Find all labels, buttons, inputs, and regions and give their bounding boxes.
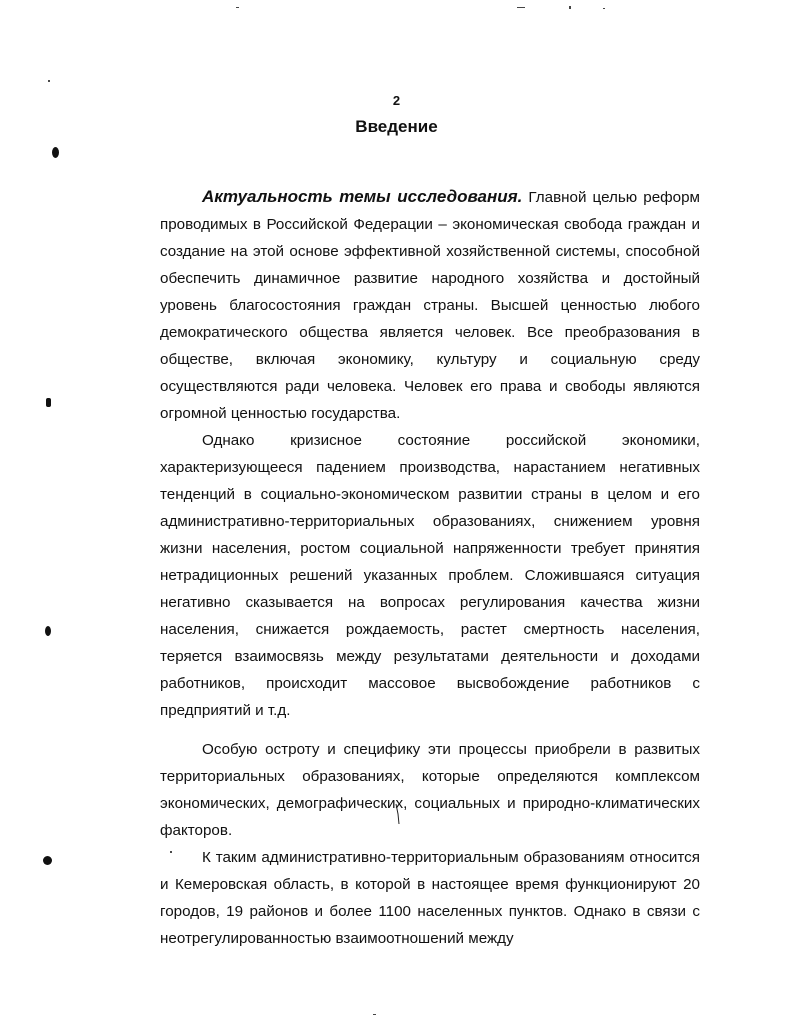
scan-mark	[603, 8, 605, 9]
scan-mark	[170, 851, 172, 853]
paragraph-crisis: Однако кризисное состояние российской экономики, характеризующееся падением производства, нарастанием негативных тенденций в социально-экономическом развитии страны в целом и его административно-территориальных образованиях, снижением уровня жизни населения, ростом социальной напряженности требует принятия нетрадиционных решений указанных проблем. Сложившаяся ситуация негативно сказывается на вопросах регулирования качества жизни населения, снижается рождаемость, растет смертность населения, теряется взаимосвязь между результатами деятельности и доходами работников, происходит массовое высвобождение работников с предприятий и т.д.	[160, 432, 700, 719]
page-number: 2	[392, 93, 401, 108]
document-body	[160, 183, 700, 952]
scan-mark	[48, 80, 50, 82]
scan-mark	[45, 626, 51, 636]
paragraph-kemerovo: К таким административно-территориальным образованиям относится и Кемеровская область, в которой в настоящее время функционируют 20 городов, 19 районов и более 1100 населенных пунктов. Однако в связи с неотрегулированностью взаимоотношений между	[160, 849, 700, 947]
scan-mark	[52, 147, 59, 158]
section-title: Введение	[355, 117, 438, 136]
scan-mark	[517, 7, 525, 8]
scan-mark	[43, 856, 52, 865]
scan-mark	[46, 398, 51, 407]
relevance-lead: Актуальность темы исследования.	[202, 187, 523, 206]
pen-mark	[395, 803, 401, 825]
scan-mark	[569, 6, 571, 9]
scan-mark	[373, 1014, 376, 1015]
paragraph-territories: Особую остроту и специфику эти процессы приобрели в развитых территориальных образованиях, которые определяются комплексом экономических, демографических, социальных и природно-климатических факторов.	[160, 741, 700, 839]
paragraph-relevance	[160, 183, 700, 427]
paragraph-text: Главной целью реформ проводимых в Российской Федерации – экономическая свобода граждан и создание на этой основе эффективной хозяйственной системы, способной обеспечить динамичное развитие народного хозяйства и достойный уровень благосостояния граждан страны. Высшей ценностью любого демократического общества является человек. Все преобразования в обществе, включая экономику, культуру и социальную среду осуществляются ради человека. Человек его права и свободы являются огромной ценностью государства.	[160, 189, 700, 422]
scan-mark	[236, 7, 239, 8]
